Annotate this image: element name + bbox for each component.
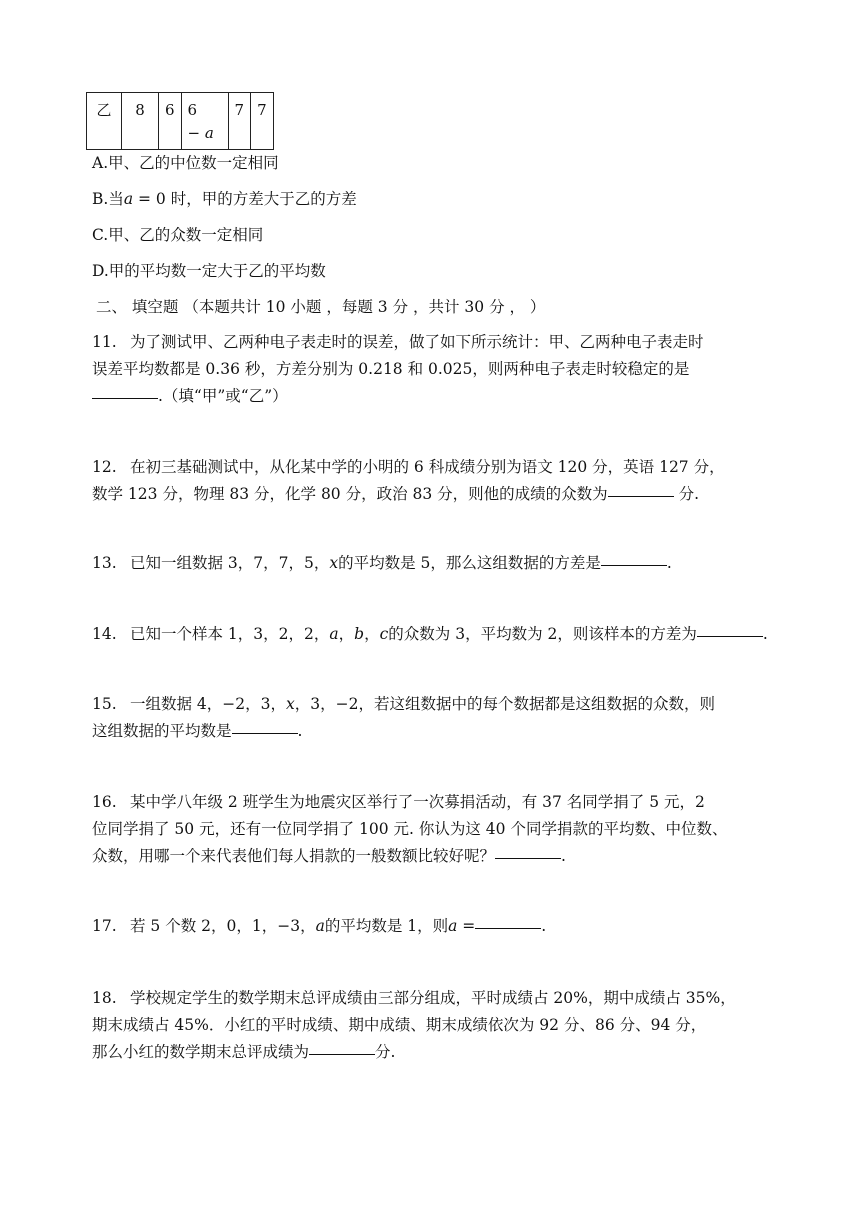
question-12-line-2 xyxy=(92,481,699,508)
question-text: . xyxy=(762,625,768,643)
table-cell: 乙 xyxy=(87,93,122,150)
table-cell: 7 xyxy=(228,93,251,150)
question-11 xyxy=(92,329,704,356)
option-b xyxy=(92,186,357,213)
question-18 xyxy=(92,985,736,1012)
math-variable: x xyxy=(329,554,339,572)
question-16-line-2: 位同学捐了 50 元，还有一位同学捐了 100 元. 你认为这 40 个同学捐款的平均数、中位数、 xyxy=(92,820,728,838)
math-variable: x xyxy=(286,695,295,713)
question-text: 数学 123 分，物理 83 分，化学 80 分，政治 83 分，则他的成绩的众数为 xyxy=(92,485,608,503)
question-text: 的众数为 3，平均数为 2，则该样本的方差为 xyxy=(388,625,697,643)
question-16 xyxy=(92,789,705,816)
question-text: 分. xyxy=(375,1043,396,1061)
question-text: 已知一组数据 3，7，7，5， xyxy=(130,554,330,572)
question-number: 12. xyxy=(92,458,117,476)
question-text: = xyxy=(457,917,476,935)
question-number: 11. xyxy=(92,333,117,351)
question-text: 若 5 个数 2，0，1，−3， xyxy=(130,917,316,935)
question-text: ，3，−2，若这组数据中的每个数据都是这组数据的众数，则 xyxy=(294,695,715,713)
question-text: 学校规定学生的数学期末总评成绩由三部分组成，平时成绩占 20%，期中成绩占 35%， xyxy=(130,989,736,1007)
math-variable: a xyxy=(123,190,134,208)
question-number: 15. xyxy=(92,695,117,713)
table-cell-line: − a xyxy=(187,124,214,142)
question-text: . xyxy=(297,722,303,740)
option-c: C.甲、乙的众数一定相同 xyxy=(92,226,264,244)
table-row xyxy=(87,93,274,150)
question-number: 18. xyxy=(92,989,117,1007)
question-text: 的平均数是 1，则 xyxy=(324,917,449,935)
question-text: 那么小红的数学期末总评成绩为 xyxy=(92,1043,310,1061)
question-12 xyxy=(92,454,725,481)
question-18-line-3 xyxy=(92,1039,395,1066)
table-cell: 8 xyxy=(122,93,159,150)
table-cell-line: 6 xyxy=(187,101,198,119)
table-cell: 7 xyxy=(251,93,274,150)
math-variable: a xyxy=(448,917,458,935)
math-variable: c xyxy=(379,625,389,643)
answer-blank xyxy=(475,927,541,929)
question-15-line-2 xyxy=(92,718,302,745)
answer-blank xyxy=(309,1053,375,1055)
answer-blank xyxy=(601,564,667,566)
answer-blank xyxy=(697,635,763,637)
question-text: 在初三基础测试中，从化某中学的小明的 6 科成绩分别为语文 120 分，英语 127 分， xyxy=(130,458,725,476)
question-number: 13. xyxy=(92,554,117,572)
option-b-suffix: = 0 时，甲的方差大于乙的方差 xyxy=(133,190,357,208)
math-variable: a xyxy=(329,625,339,643)
option-a: A.甲、乙的中位数一定相同 xyxy=(92,154,279,172)
question-text: 已知一个样本 1，3，2，2， xyxy=(130,625,330,643)
math-variable: a xyxy=(315,917,325,935)
question-text: 为了测试甲、乙两种电子表走时的误差，做了如下所示统计：甲、乙两种电子表走时 xyxy=(130,333,704,351)
question-text: 一组数据 4，−2，3， xyxy=(130,695,286,713)
math-variable: b xyxy=(354,625,365,643)
question-text: 众数，用哪一个来代表他们每人捐款的一般数额比较好呢？ xyxy=(92,847,496,865)
question-text: ， xyxy=(364,625,380,643)
question-text: ， xyxy=(338,625,355,643)
question-13 xyxy=(92,550,672,577)
option-d: D.甲的平均数一定大于乙的平均数 xyxy=(92,262,326,280)
question-11-line-3 xyxy=(92,383,288,410)
question-number: 17. xyxy=(92,917,117,935)
table-cell: 6 xyxy=(159,93,182,150)
question-14 xyxy=(92,621,768,648)
question-text: . xyxy=(541,917,547,935)
answer-blank xyxy=(608,495,674,497)
section-heading: 二、 填空题 （本题共计 10 小题 ，每题 3 分 ，共计 30 分 ， ） xyxy=(96,298,546,316)
question-number: 14. xyxy=(92,625,117,643)
option-b-prefix: B.当 xyxy=(92,190,124,208)
question-text: . xyxy=(666,554,672,572)
question-text: 分. xyxy=(673,485,700,503)
question-number: 16. xyxy=(92,793,117,811)
answer-blank xyxy=(92,397,158,399)
question-16-line-3 xyxy=(92,843,566,870)
question-18-line-2: 期末成绩占 45%．小红的平时成绩、期中成绩、期末成绩依次为 92 分、86 分、94 分， xyxy=(92,1016,707,1034)
question-text: .（填“甲”或“乙”） xyxy=(158,387,288,405)
question-text: 某中学八年级 2 班学生为地震灾区举行了一次募捐活动，有 37 名同学捐了 5 元，2 xyxy=(130,793,705,811)
table-cell xyxy=(181,93,228,150)
answer-blank xyxy=(232,732,298,734)
question-11-line-2: 误差平均数都是 0.36 秒，方差分别为 0.218 和 0.025，则两种电子表走时较稳定的是 xyxy=(92,360,690,378)
score-table xyxy=(86,92,274,150)
question-text: 这组数据的平均数是 xyxy=(92,722,232,740)
question-15 xyxy=(92,691,715,718)
answer-blank xyxy=(495,857,561,859)
question-17 xyxy=(92,913,546,940)
question-text: 的平均数是 5，那么这组数据的方差是 xyxy=(338,554,601,572)
question-text: . xyxy=(561,847,566,865)
